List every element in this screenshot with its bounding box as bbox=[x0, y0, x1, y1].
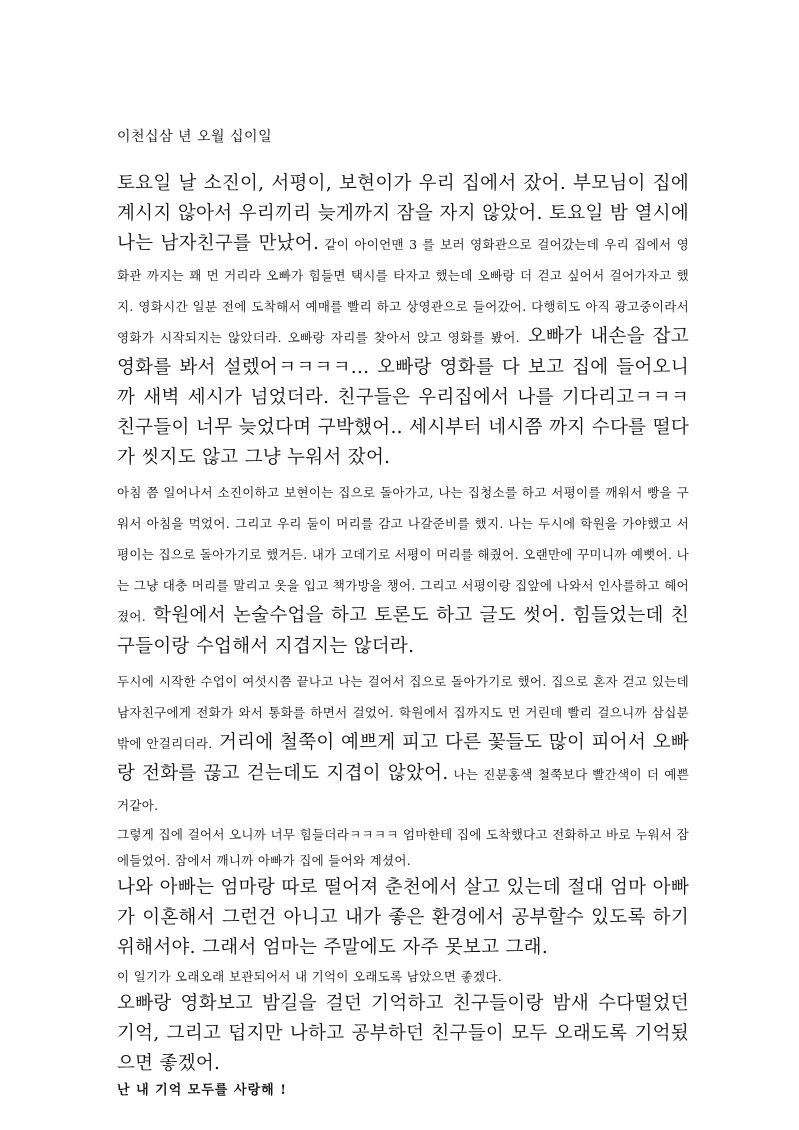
paragraph-memories bbox=[117, 989, 689, 1079]
paragraph-sunday-morning bbox=[117, 477, 689, 662]
paragraph-text-large: 학원에서 논술수업을 하고 토론도 하고 글도 썻어. 힘들었는데 친구들이랑 수업해서 지겹지는 않더라. bbox=[117, 605, 689, 657]
diary-date: 이천십삼 년 오월 십이일 bbox=[117, 129, 273, 145]
paragraph-text-large: 오빠가 내손을 잡고 영화를 봐서 설렜어ㅋㅋㅋㅋ... 오빠랑 영화를 다 보고 집에 들어오니까 새벽 세시가 넘었더라. 친구들은 우리집에서 나를 기다리고ㅋㅋㅋ 친구들이 너무 늦었다며 구박했어.. 세시부터 네시쯤 까지 수다를 떨다가 씻지도 않고 그냥 누워서 잤어. bbox=[117, 326, 689, 468]
paragraph-walk-home bbox=[117, 666, 689, 821]
paragraph-saturday-night bbox=[117, 169, 689, 473]
paragraph-arrive-home bbox=[117, 821, 689, 873]
paragraph-text-large: 토요일 날 소진이, 서평이, 보현이가 우리 집에서 잤어. 부모님이 집에 계시지 않아서 우리끼리 늦게까지 잠을 자지 않았어. 토요일 밤 열시에 나는 남자친구를 만났어. bbox=[117, 173, 689, 254]
paragraph-text-large: 오빠랑 영화보고 밤길을 걸던 기억하고 친구들이랑 밤새 수다떨었던 기억, 그리고 덥지만 나하고 공부하던 친구들이 모두 오래도록 기억됬으면 좋겠어. bbox=[117, 993, 689, 1074]
paragraph-text-small: 두시에 시작한 수업이 여섯시쯤 끝나고 나는 걸어서 집으로 돌아가기로 했어. 집으로 혼자 걷고 있는데 남자친구에게 전화가 와서 통화를 하면서 걸었어. 학원에서 집까지도 먼 거린데 빨리 걸으니까 삼십분 밖에 안걸리더라. bbox=[117, 674, 689, 751]
paragraph-text-small: 그렇게 집에 걸어서 오니까 너무 힘들더라ㅋㅋㅋㅋ 엄마한테 집에 도착했다고 전화하고 바로 누워서 잠에들었어. 잠에서 깨니까 아빠가 집에 들어와 계셨어. bbox=[117, 827, 689, 868]
closing-line: 난 내 기억 모두를 사랑해 ! bbox=[117, 1083, 287, 1098]
paragraph-family bbox=[117, 873, 689, 963]
paragraph-text-small: 같이 아이언맨 3 를 보러 영화관으로 걸어갔는데 우리 집에서 영화관 까지는 꽤 먼 거리라 오빠가 힘들면 택시를 타자고 했는데 오빠랑 더 걷고 싶어서 걸어가자고 했지. 영화시간 일분 전에 도착해서 예매를 빨리 하고 상영관으로 들어갔어. 다행히도 아직 광고중이라서 영화가 시작되지는 않았더라. 오빠랑 자리를 찾아서 앉고 영화를 봤어. bbox=[117, 237, 689, 345]
paragraph-text-small: 나는 진분홍색 철쭉보다 빨간색이 더 예쁜거같아. bbox=[117, 767, 689, 813]
paragraph-text-small: 아침 쯤 일어나서 소진이하고 보현이는 집으로 돌아가고, 나는 집청소를 하고 서평이를 깨워서 빵을 구워서 아침을 먹었어. 그리고 우리 둘이 머리를 감고 나갈준비를 했지. 나는 두시에 학원을 가야했고 서평이는 집으로 돌아가기로 했거든. 내가 고데기로 서평이 머리를 해줬어. 오랜만에 꾸미니까 예뻣어. 나는 그냥 대충 머리를 말리고 옷을 입고 책가방을 챙어. 그리고 서평이랑 집앞에 나와서 인사를하고 헤어졌어. bbox=[117, 485, 689, 624]
paragraph-text-small: 이 일기가 오래오래 보관되어서 내 기억이 오래도록 남았으면 좋겠다. bbox=[117, 969, 502, 984]
paragraph-text-large: 거리에 철쭉이 예쁘게 피고 다른 꽃들도 많이 피어서 오빠랑 전화를 끊고 걷는데도 지겹이 않았어. bbox=[117, 732, 689, 784]
paragraph-wish bbox=[117, 963, 689, 989]
diary-page bbox=[117, 127, 689, 1103]
paragraph-text-large: 나와 아빠는 엄마랑 따로 떨어져 춘천에서 살고 있는데 절대 엄마 아빠가 이혼해서 그런건 아니고 내가 좋은 환경에서 공부할수 있도록 하기 위해서야. 그래서 엄마는 주말에도 자주 못보고 그래. bbox=[117, 877, 689, 958]
